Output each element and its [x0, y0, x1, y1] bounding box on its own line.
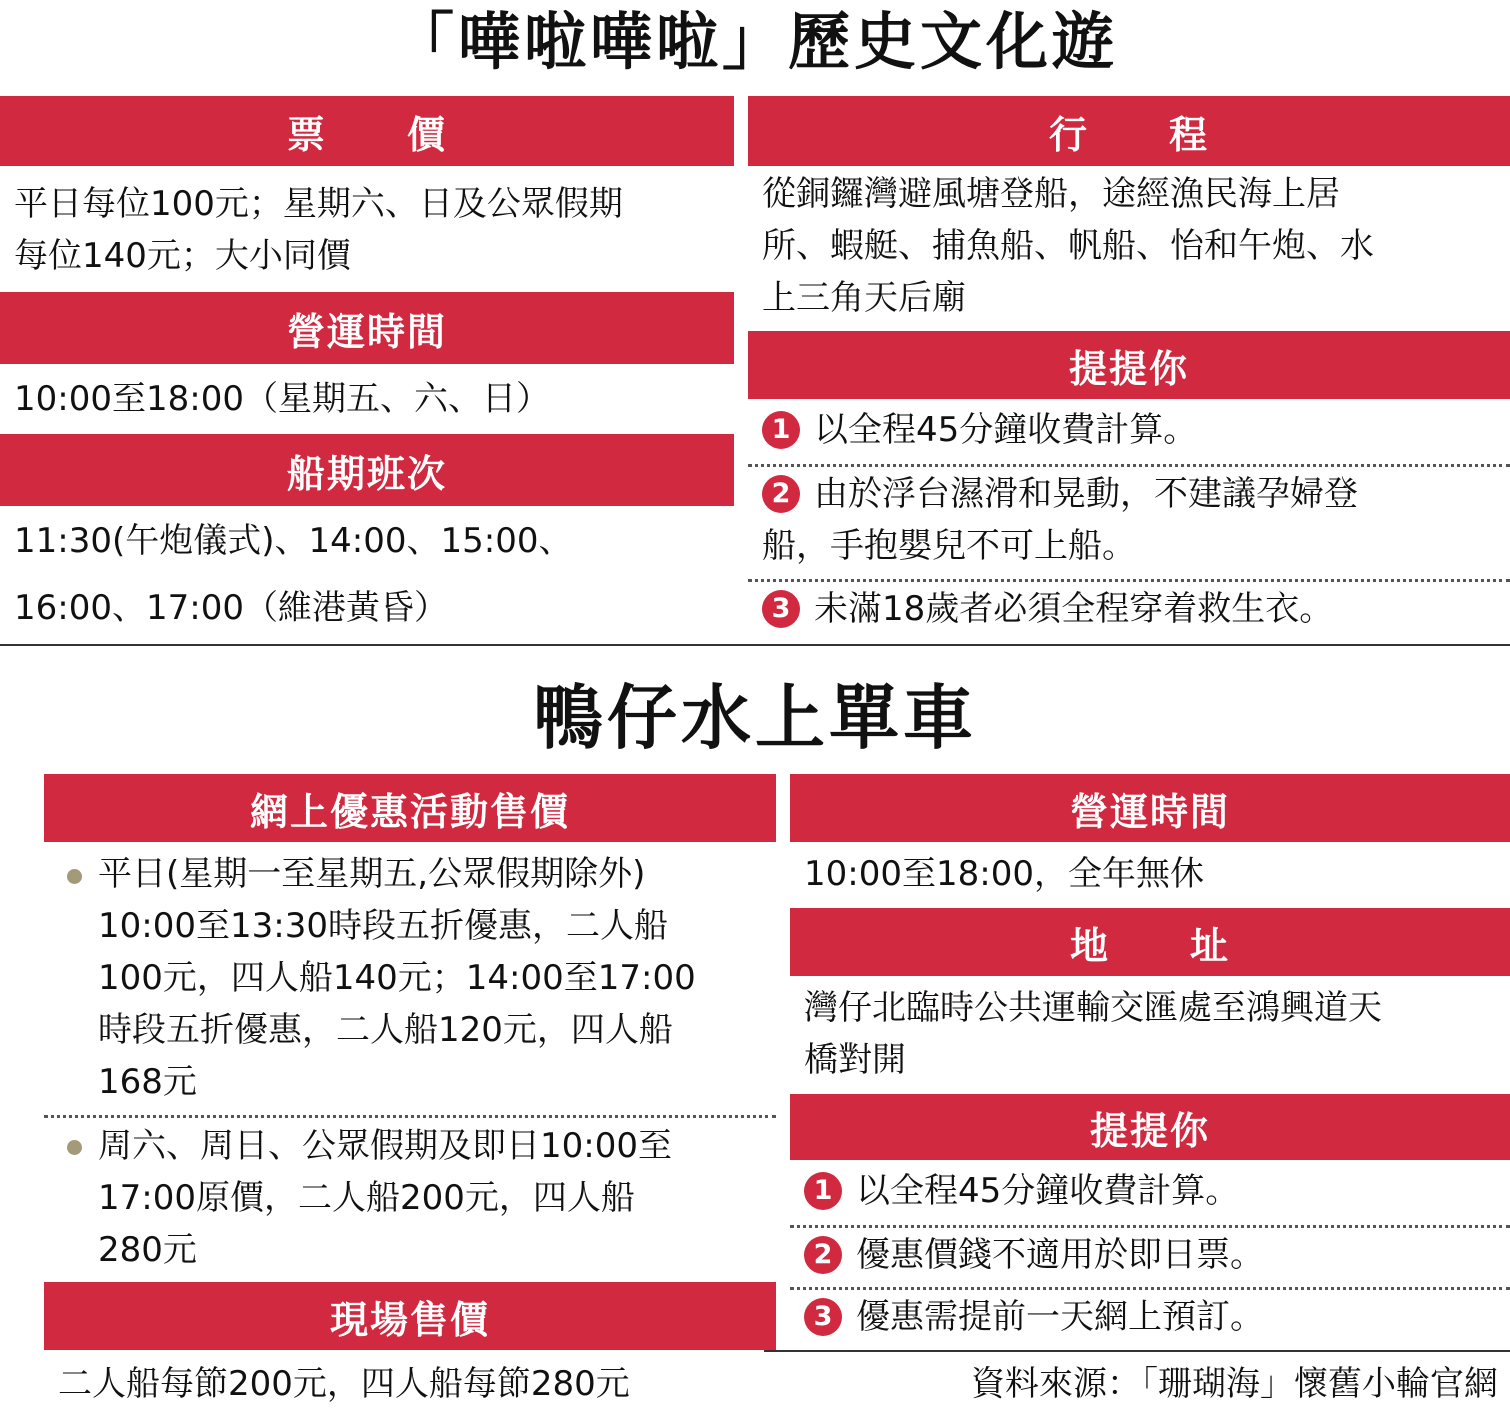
section2-title: 鴨仔水上單車	[533, 677, 977, 759]
number-2-icon: 2	[762, 475, 800, 513]
number-1-icon: 1	[762, 411, 800, 449]
online-price-header: 網上優惠活動售價	[44, 774, 776, 842]
bullet-icon	[67, 1140, 82, 1155]
reminder2-item-2-text: 優惠價錢不適用於即日票。	[856, 1235, 1264, 1275]
divider-dotted	[44, 1115, 776, 1118]
online-item-1-line-5: 168元	[98, 1062, 197, 1102]
section-divider	[0, 644, 1510, 646]
number-1-icon: 1	[804, 1172, 842, 1210]
address-line-2: 橋對開	[804, 1040, 906, 1080]
divider-dotted	[790, 1287, 1510, 1290]
online-item-2-line-2: 17:00原價，二人船200元，四人船	[98, 1178, 635, 1218]
source-divider	[764, 1350, 1510, 1352]
schedule-line-1: 11:30(午炮儀式)、14:00、15:00、	[14, 521, 573, 561]
itinerary-line-3: 上三角天后廟	[762, 278, 966, 318]
itinerary-header: 行 程	[748, 96, 1510, 166]
reminder1-item-2-line2: 船，手抱嬰兒不可上船。	[762, 526, 1136, 566]
reminder2-item-2	[804, 1229, 1264, 1281]
ticket-header: 票 價	[0, 96, 734, 166]
number-2-icon: 2	[804, 1236, 842, 1274]
reminder1-item-1	[762, 404, 1197, 456]
hours-header: 營運時間	[0, 292, 734, 364]
online-item-1-line-2: 10:00至13:30時段五折優惠，二人船	[98, 906, 668, 946]
address-line-1: 灣仔北臨時公共運輸交匯處至鴻興道天	[804, 988, 1382, 1028]
reminder1-item-2	[762, 468, 1358, 520]
divider-dotted	[748, 579, 1510, 582]
itinerary-line-1: 從銅鑼灣避風塘登船，途經漁民海上居	[762, 174, 1340, 214]
section1-title: 「嘩啦嘩啦」歷史文化遊	[391, 5, 1118, 78]
reminder2-item-3-text: 優惠需提前一天網上預訂。	[856, 1297, 1264, 1337]
reminder1-item-1-text: 以全程45分鐘收費計算。	[814, 410, 1198, 450]
ticket-line-2: 每位140元；大小同價	[14, 236, 351, 276]
number-3-icon: 3	[762, 590, 800, 628]
reminder2-header: 提提你	[790, 1094, 1510, 1160]
reminder2-item-1-text: 以全程45分鐘收費計算。	[856, 1171, 1240, 1211]
divider-dotted	[748, 464, 1510, 467]
reminder1-item-2-text: 由於浮台濕滑和晃動，不建議孕婦登	[814, 474, 1358, 514]
number-3-icon: 3	[804, 1298, 842, 1336]
reminder1-header: 提提你	[748, 331, 1510, 399]
hours-line-1: 10:00至18:00（星期五、六、日）	[14, 379, 550, 419]
reminder2-item-3	[804, 1291, 1264, 1343]
ticket-line-1: 平日每位100元；星期六、日及公眾假期	[14, 184, 623, 224]
reminder2-item-1	[804, 1165, 1239, 1217]
address-header: 地 址	[790, 908, 1510, 976]
onsite-price-header: 現場售價	[44, 1282, 776, 1350]
online-item-1-line-3: 100元，四人船140元；14:00至17:00	[98, 958, 696, 998]
online-item-1-line-4: 時段五折優惠，二人船120元，四人船	[98, 1010, 673, 1050]
bullet-icon	[67, 869, 82, 884]
reminder1-item-3-text: 未滿18歲者必須全程穿着救生衣。	[814, 589, 1334, 629]
divider-dotted	[790, 1225, 1510, 1228]
hours2-line-1: 10:00至18:00，全年無休	[804, 854, 1204, 894]
schedule-header: 船期班次	[0, 434, 734, 506]
online-item-1-line-1: 平日(星期一至星期五,公眾假期除外)	[98, 854, 646, 894]
online-item-2-line-1: 周六、周日、公眾假期及即日10:00至	[98, 1126, 672, 1166]
schedule-line-2: 16:00、17:00（維港黃昏）	[14, 588, 448, 628]
onsite-price-line-1: 二人船每節200元，四人船每節280元	[58, 1364, 630, 1404]
online-item-2-line-3: 280元	[98, 1230, 197, 1270]
hours2-header: 營運時間	[790, 774, 1510, 842]
itinerary-line-2: 所、蝦艇、捕魚船、帆船、怡和午炮、水	[762, 226, 1374, 266]
source-credit: 資料來源：「珊瑚海」懷舊小輪官網	[971, 1364, 1498, 1404]
reminder1-item-3	[762, 583, 1333, 635]
